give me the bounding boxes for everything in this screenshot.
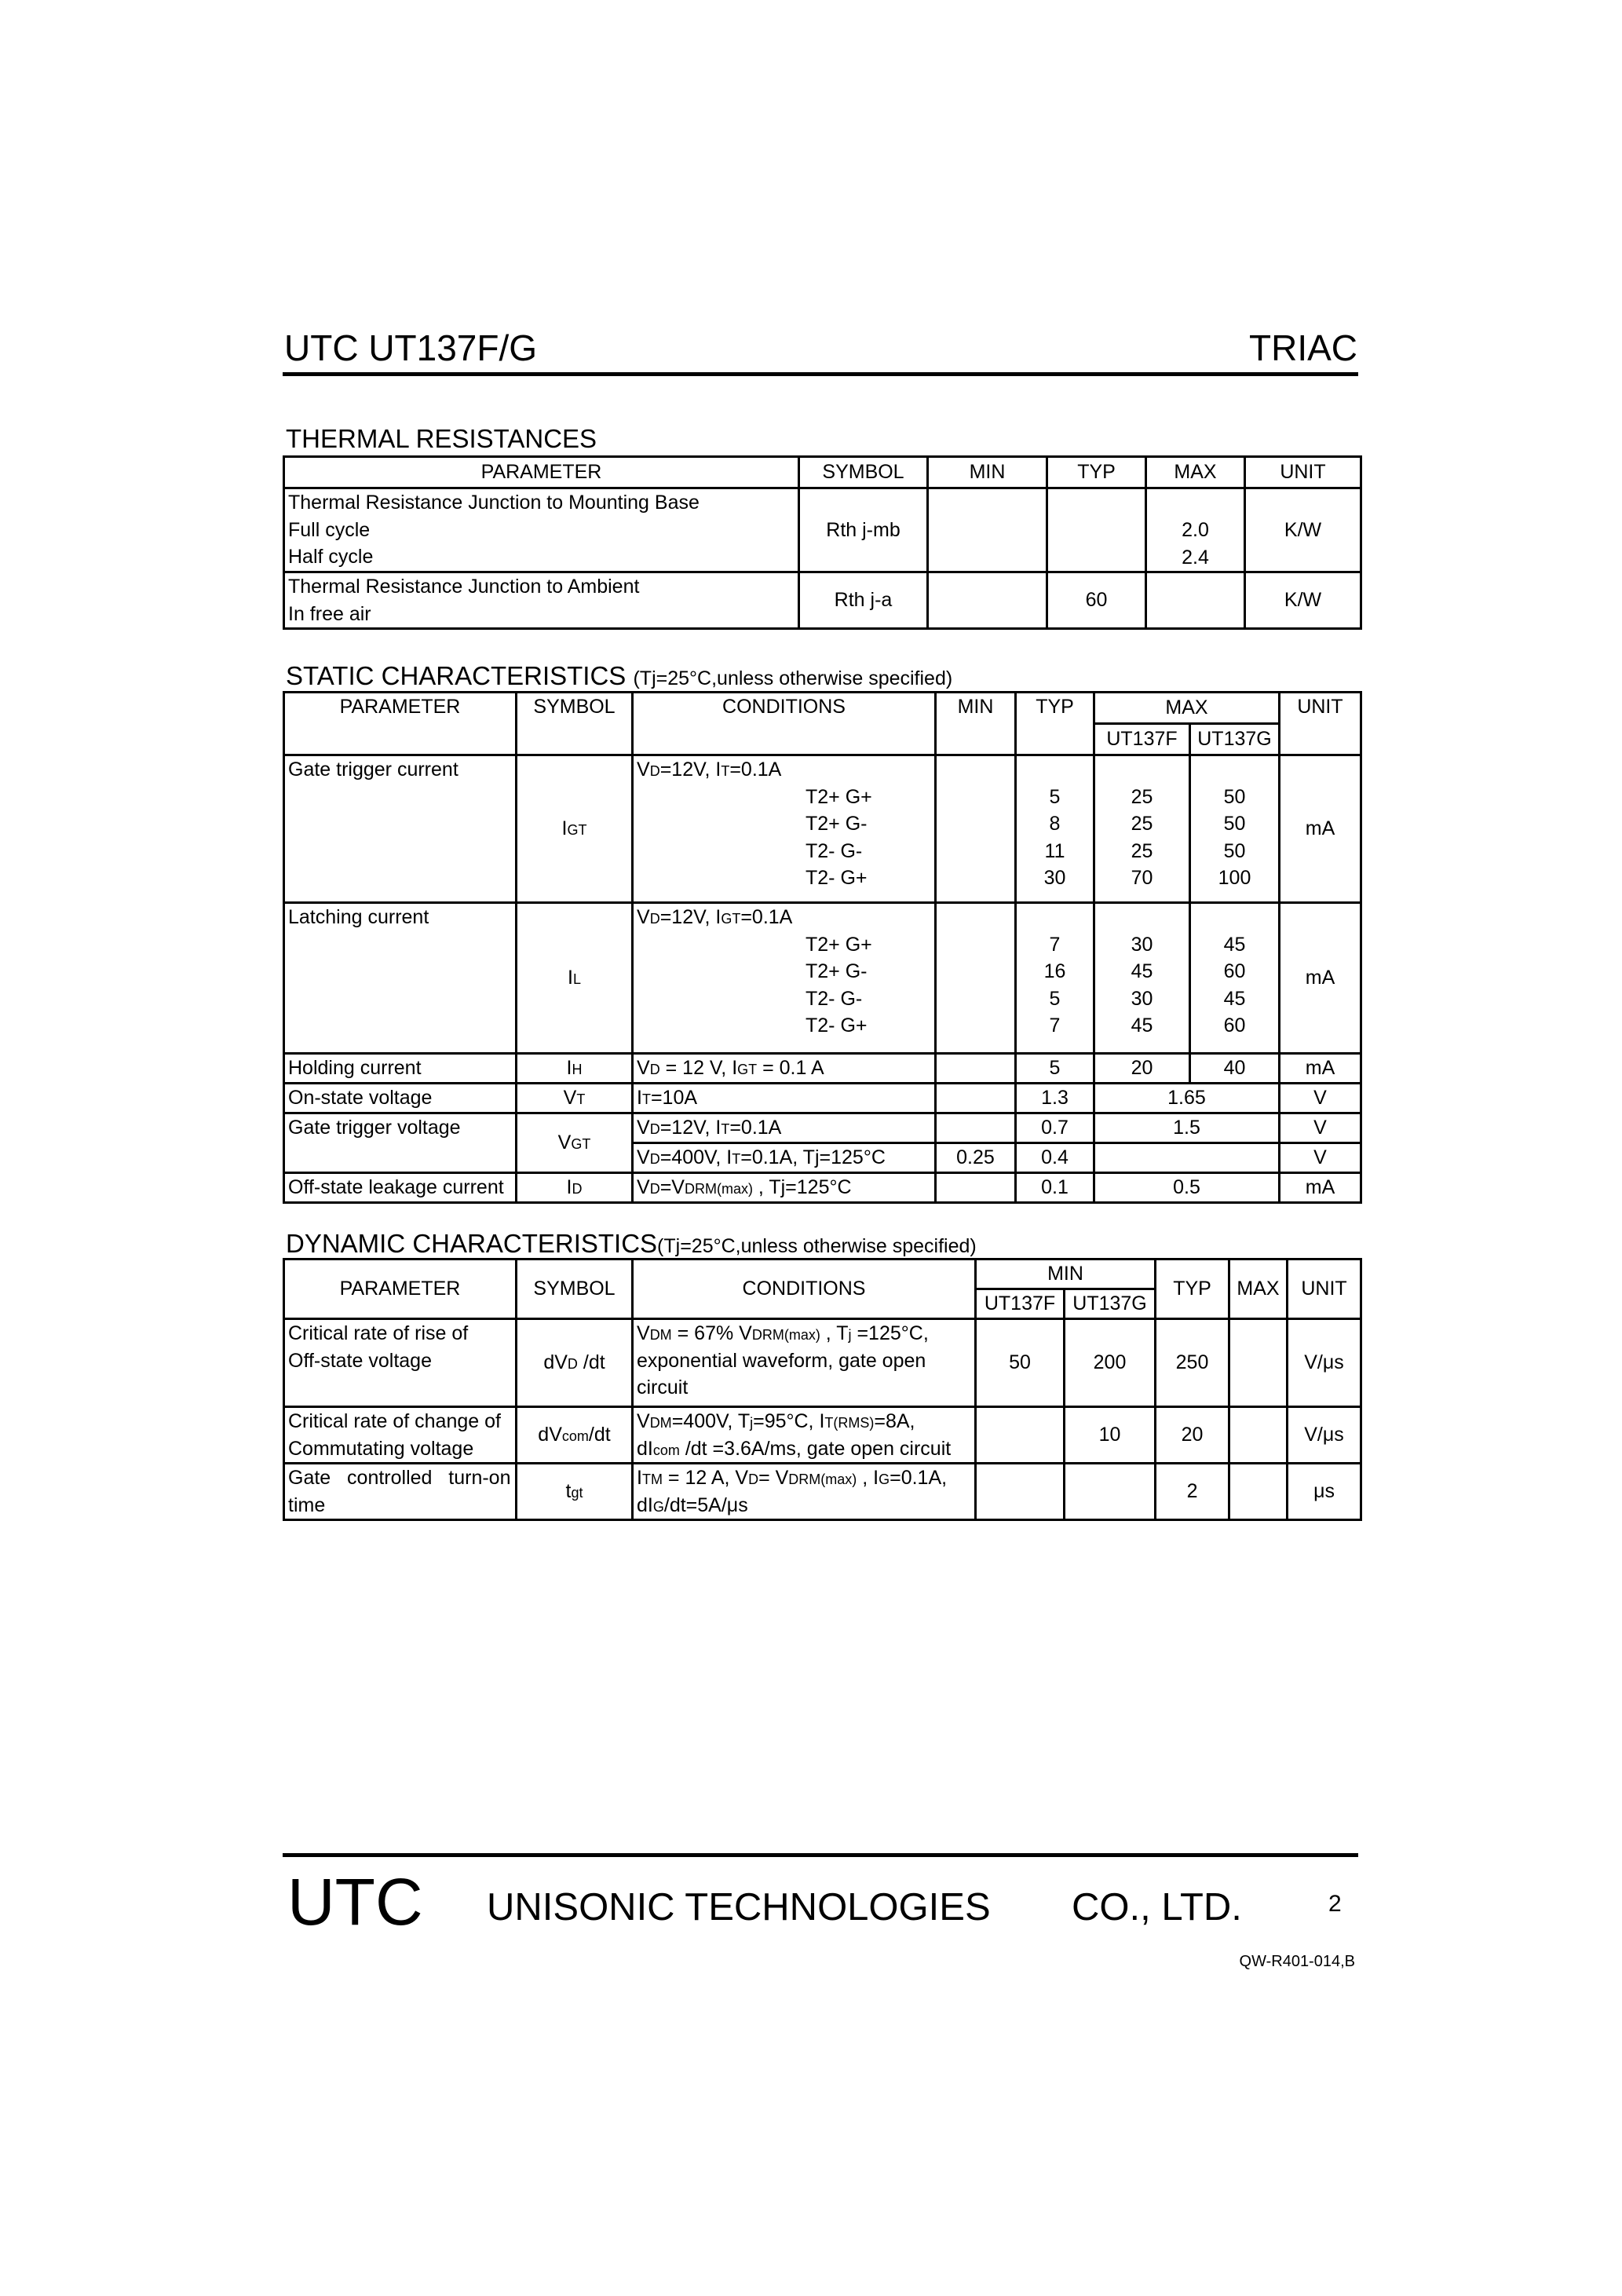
symbol-subscript: GT	[567, 822, 587, 839]
symbol-subscript: GT	[571, 1136, 591, 1153]
page-number: 2	[1328, 1891, 1342, 1917]
max-value: 50	[1223, 785, 1246, 808]
typ-value: 16	[1043, 960, 1066, 982]
table-row	[284, 488, 1361, 572]
col-header-symbol: SYMBOL	[517, 693, 633, 755]
quadrant-label: T2+ G-	[806, 960, 868, 982]
thermal-table	[283, 455, 1362, 630]
typ-value: 7	[1049, 1015, 1061, 1036]
cond-subscript: j	[750, 1415, 754, 1431]
cond-part: =125°C,	[851, 1322, 929, 1344]
param-cell	[284, 1407, 517, 1464]
min-cell	[936, 903, 1016, 1054]
max-ut137f-cell	[1094, 755, 1190, 903]
symbol-cell	[517, 1464, 633, 1520]
static-table	[283, 691, 1362, 1204]
symbol-main: dV	[538, 1424, 562, 1446]
col-header-min: MIN	[976, 1260, 1156, 1289]
col-header-unit: UNIT	[1288, 1260, 1361, 1319]
document-device-type: TRIAC	[1249, 327, 1357, 368]
param-line: Full cycle	[288, 518, 371, 541]
symbol-subscript: H	[572, 1062, 583, 1078]
cond-subscript: D	[649, 763, 660, 779]
typ-value: 7	[1049, 933, 1061, 956]
typ-cell: 0.1	[1016, 1173, 1094, 1203]
col-header-max-ut137g: UT137G	[1190, 724, 1280, 755]
conditions-cell	[633, 903, 936, 1054]
symbol-main: V	[563, 1087, 577, 1110]
cond-part: =V	[659, 1176, 685, 1199]
cond-part: V	[637, 1322, 650, 1344]
symbol-cell: Rth j-a	[799, 572, 928, 629]
table-row	[284, 1084, 1361, 1113]
symbol-main: I	[566, 1176, 572, 1199]
cond-part: =0.1A	[729, 1117, 782, 1139]
param-line: Commutating voltage	[288, 1437, 474, 1460]
table-row	[284, 1054, 1361, 1084]
symbol-main: I	[561, 817, 568, 840]
param-cell: Holding current	[284, 1054, 517, 1084]
min-ut137g-cell	[1065, 1464, 1156, 1520]
quadrant-label: T2- G+	[806, 1015, 868, 1036]
quadrant-label: T2- G+	[806, 867, 868, 889]
max-value: 2.4	[1182, 546, 1209, 569]
col-header-typ: TYP	[1016, 693, 1094, 755]
conditions-cell	[633, 1173, 936, 1203]
cond-subscript: DRM(max)	[751, 1327, 820, 1343]
cond-subscript: GT	[721, 911, 741, 927]
typ-value: 5	[1049, 987, 1061, 1010]
param-cell: Gate trigger current	[284, 755, 517, 903]
typ-cell	[1047, 488, 1146, 572]
cond-part: =12V, I	[659, 759, 721, 781]
conditions-cell	[633, 1054, 936, 1084]
min-cell	[936, 1113, 1016, 1143]
unit-cell: mA	[1280, 755, 1361, 903]
footer-company-name: UNISONIC TECHNOLOGIES	[487, 1886, 991, 1929]
col-header-min: MIN	[928, 457, 1047, 488]
dynamic-title-note: (Tj=25°C,unless otherwise specified)	[657, 1235, 977, 1257]
symbol-subscript: T	[576, 1091, 586, 1108]
cond-subscript: DRM(max)	[684, 1181, 753, 1197]
symbol-tail: /dt	[577, 1351, 605, 1374]
cond-subscript: D	[649, 1121, 660, 1138]
typ-cell	[1016, 903, 1094, 1054]
param-cell: On-state voltage	[284, 1084, 517, 1113]
cond-part: = 67% V	[671, 1322, 752, 1344]
symbol-cell: Rth j-mb	[799, 488, 928, 572]
cond-subscript: DRM(max)	[788, 1472, 857, 1487]
table-header-row	[284, 693, 1361, 724]
cond-part: =95°C, I	[753, 1410, 825, 1432]
cond-part: =12V, I	[659, 1117, 721, 1139]
table-row	[284, 572, 1361, 629]
unit-cell: V	[1280, 1113, 1361, 1143]
condition-head	[637, 904, 931, 931]
typ-cell: 20	[1156, 1407, 1229, 1464]
param-cell	[284, 1319, 517, 1407]
cond-subscript: G	[652, 1498, 664, 1515]
typ-value: 11	[1044, 839, 1065, 862]
param-cell	[284, 572, 799, 629]
max-value: 45	[1223, 987, 1246, 1010]
cond-subscript: TM	[641, 1472, 663, 1487]
conditions-cell	[633, 1464, 976, 1520]
symbol-subscript: D	[567, 1356, 578, 1373]
conditions-cell	[633, 1084, 936, 1113]
static-title-note: (Tj=25°C,unless otherwise specified)	[633, 667, 953, 689]
cond-part: =12V, I	[659, 906, 721, 928]
symbol-cell	[517, 1084, 633, 1113]
max-cell	[1229, 1319, 1288, 1407]
cond-subscript: D	[649, 1062, 660, 1078]
col-header-parameter: PARAMETER	[284, 693, 517, 755]
symbol-main: I	[568, 967, 573, 989]
col-header-min-ut137f: UT137F	[976, 1289, 1065, 1319]
conditions-cell	[633, 755, 936, 903]
max-value: 2.0	[1182, 519, 1209, 541]
cond-subscript: D	[649, 1181, 660, 1197]
typ-value: 5	[1049, 785, 1061, 808]
cond-part: , T	[820, 1322, 849, 1344]
cond-subscript: D	[649, 911, 660, 927]
col-header-conditions: CONDITIONS	[633, 1260, 976, 1319]
symbol-subscript: D	[572, 1181, 583, 1197]
col-header-unit: UNIT	[1245, 457, 1361, 488]
min-cell	[936, 1173, 1016, 1203]
document-part-title: UTC UT137F/G	[284, 327, 538, 368]
symbol-cell	[517, 1173, 633, 1203]
cond-part: V	[637, 906, 650, 928]
unit-cell: K/W	[1245, 488, 1361, 572]
cond-part: =0.1A,	[890, 1467, 948, 1489]
quadrant-label: T2+ G+	[806, 933, 872, 956]
cond-part: =400V, T	[671, 1410, 751, 1432]
condition-line: exponential waveform, gate open	[637, 1349, 926, 1372]
col-header-min-ut137g: UT137G	[1065, 1289, 1156, 1319]
unit-cell: V	[1280, 1084, 1361, 1113]
cond-part: I	[637, 1087, 642, 1110]
conditions-cell	[633, 1407, 976, 1464]
cond-subscript: j	[848, 1327, 852, 1343]
dynamic-title-text: DYNAMIC CHARACTERISTICS	[286, 1229, 658, 1258]
header-rule	[283, 372, 1358, 376]
max-cell	[1146, 488, 1245, 572]
param-line: Half cycle	[288, 546, 374, 569]
dynamic-table	[283, 1258, 1362, 1521]
cond-part: =400V, I	[659, 1146, 732, 1169]
table-row	[284, 903, 1361, 1054]
symbol-subscript: com	[561, 1428, 589, 1445]
min-ut137g-cell: 10	[1065, 1407, 1156, 1464]
max-cell	[1229, 1407, 1288, 1464]
min-cell	[928, 572, 1047, 629]
max-value: 45	[1223, 933, 1246, 956]
cond-part: /dt=5A/μs	[663, 1493, 748, 1516]
cond-subscript: D	[649, 1151, 660, 1168]
typ-cell: 1.3	[1016, 1084, 1094, 1113]
cond-part: = 0.1 A	[757, 1057, 824, 1080]
cond-part: V	[637, 759, 650, 781]
cond-part: /dt =3.6A/ms, gate open circuit	[679, 1437, 952, 1460]
min-ut137f-cell	[976, 1464, 1065, 1520]
cond-subscript: T	[721, 763, 730, 779]
symbol-tail: /dt	[588, 1424, 611, 1446]
cond-part: = V	[758, 1467, 789, 1489]
col-header-min: MIN	[936, 693, 1016, 755]
cond-subscript: T	[641, 1091, 651, 1108]
col-header-symbol: SYMBOL	[799, 457, 928, 488]
param-line: Off-state voltage	[288, 1349, 432, 1372]
conditions-cell	[633, 1143, 936, 1173]
cond-part: I	[637, 1467, 642, 1489]
max-value: 60	[1223, 960, 1246, 982]
symbol-main: t	[565, 1480, 572, 1503]
unit-cell: mA	[1280, 1054, 1361, 1084]
param-cell: Gate trigger voltage	[284, 1113, 517, 1173]
cond-part: dI	[637, 1493, 653, 1516]
unit-cell: V/μs	[1288, 1407, 1361, 1464]
table-row	[284, 1173, 1361, 1203]
max-value: 50	[1223, 839, 1246, 862]
footer-rule	[283, 1853, 1358, 1857]
param-line: Critical rate of rise of	[288, 1322, 469, 1344]
typ-cell: 2	[1156, 1464, 1229, 1520]
min-ut137f-cell	[976, 1407, 1065, 1464]
typ-cell: 0.7	[1016, 1113, 1094, 1143]
condition-line	[637, 1435, 971, 1463]
col-header-typ: TYP	[1047, 457, 1146, 488]
unit-cell: μs	[1288, 1464, 1361, 1520]
unit-cell: mA	[1280, 1173, 1361, 1203]
footer-logo: UTC	[287, 1865, 423, 1939]
unit-cell: mA	[1280, 903, 1361, 1054]
max-value: 50	[1223, 813, 1246, 835]
max-value: 60	[1223, 1015, 1246, 1036]
col-header-parameter: PARAMETER	[284, 1260, 517, 1319]
param-cell	[284, 1464, 517, 1520]
param-cell: Latching current	[284, 903, 517, 1054]
cond-subscript: G	[879, 1472, 890, 1487]
document-number: QW-R401-014,B	[1239, 1953, 1355, 1970]
unit-cell: V/μs	[1288, 1319, 1361, 1407]
param-line: time	[288, 1493, 326, 1516]
conditions-cell	[633, 1113, 936, 1143]
col-header-conditions: CONDITIONS	[633, 693, 936, 755]
typ-value: 30	[1043, 867, 1066, 889]
cond-part: , I	[857, 1467, 879, 1489]
typ-cell	[1016, 755, 1094, 903]
param-line: Critical rate of change of	[288, 1410, 501, 1432]
table-header-row	[284, 457, 1361, 488]
col-header-unit: UNIT	[1280, 693, 1361, 755]
max-cell: 1.65	[1094, 1084, 1280, 1113]
max-cell	[1094, 1143, 1280, 1173]
cond-subscript: DM	[649, 1415, 672, 1431]
cond-subscript: DM	[649, 1327, 672, 1343]
max-ut137g-cell	[1190, 903, 1280, 1054]
cond-subscript: com	[652, 1442, 680, 1458]
symbol-cell	[517, 1319, 633, 1407]
cond-part: =0.1A, Tj=125°C	[740, 1146, 886, 1169]
max-cell	[1146, 572, 1245, 629]
cond-subscript: D	[748, 1472, 759, 1487]
max-cell	[1229, 1464, 1288, 1520]
max-value: 30	[1131, 933, 1153, 956]
min-cell	[936, 755, 1016, 903]
min-cell	[928, 488, 1047, 572]
cond-part: V	[637, 1410, 650, 1432]
symbol-cell	[517, 903, 633, 1054]
dynamic-section-title	[286, 1230, 977, 1256]
condition-line	[637, 1464, 971, 1492]
footer-company-suffix: CO., LTD.	[1072, 1886, 1242, 1929]
cond-part: =10A	[650, 1087, 698, 1110]
unit-cell: K/W	[1245, 572, 1361, 629]
max-value: 45	[1131, 1015, 1153, 1036]
param-line: In free air	[288, 602, 371, 625]
symbol-cell	[517, 1113, 633, 1173]
symbol-main: I	[566, 1057, 572, 1080]
cond-part: dI	[637, 1437, 653, 1460]
static-section-title	[286, 663, 952, 689]
col-header-max: MAX	[1094, 693, 1280, 724]
max-value: 25	[1131, 813, 1153, 835]
max-value: 30	[1131, 987, 1153, 1010]
table-row	[284, 1407, 1361, 1464]
symbol-subscript: gt	[571, 1485, 583, 1501]
max-ut137g-cell	[1190, 755, 1280, 903]
unit-cell: V	[1280, 1143, 1361, 1173]
typ-cell: 0.4	[1016, 1143, 1094, 1173]
min-ut137f-cell: 50	[976, 1319, 1065, 1407]
quadrant-label: T2- G-	[806, 839, 863, 862]
static-title-text: STATIC CHARACTERISTICS	[286, 661, 627, 690]
cond-part: =0.1A	[740, 906, 793, 928]
cond-part: = 12 A, V	[662, 1467, 749, 1489]
param-cell: Off-state leakage current	[284, 1173, 517, 1203]
thermal-section-title: THERMAL RESISTANCES	[286, 424, 597, 453]
max-ut137f-cell: 20	[1094, 1054, 1190, 1084]
typ-cell: 250	[1156, 1319, 1229, 1407]
condition-line	[637, 1408, 971, 1435]
typ-value: 8	[1049, 813, 1061, 835]
quadrant-label: T2+ G+	[806, 785, 872, 808]
cond-part: V	[637, 1057, 650, 1080]
min-cell	[936, 1084, 1016, 1113]
table-row	[284, 1113, 1361, 1143]
min-ut137g-cell: 200	[1065, 1319, 1156, 1407]
param-line: Thermal Resistance Junction to Mounting Base	[288, 492, 700, 514]
condition-line	[637, 1492, 971, 1519]
cond-subscript: GT	[737, 1062, 758, 1078]
cond-part: =8A,	[874, 1410, 915, 1432]
col-header-parameter: PARAMETER	[284, 457, 799, 488]
conditions-cell	[633, 1319, 976, 1407]
col-header-max: MAX	[1146, 457, 1245, 488]
cond-part: V	[637, 1176, 650, 1199]
min-cell	[936, 1054, 1016, 1084]
max-value: 45	[1131, 960, 1153, 982]
cond-subscript: T	[721, 1121, 730, 1138]
param-line: Gate controlled turn-on	[288, 1467, 511, 1489]
symbol-cell	[517, 1054, 633, 1084]
symbol-main: V	[557, 1132, 572, 1154]
max-value: 70	[1131, 867, 1153, 889]
col-header-max-ut137f: UT137F	[1094, 724, 1190, 755]
max-cell: 0.5	[1094, 1173, 1280, 1203]
max-ut137g-cell: 40	[1190, 1054, 1280, 1084]
min-cell: 0.25	[936, 1143, 1016, 1173]
cond-part: V	[637, 1117, 650, 1139]
max-value: 25	[1131, 839, 1153, 862]
max-value: 25	[1131, 785, 1153, 808]
max-ut137f-cell	[1094, 903, 1190, 1054]
max-cell: 1.5	[1094, 1113, 1280, 1143]
cond-part: , Tj=125°C	[752, 1176, 852, 1199]
symbol-cell	[517, 1407, 633, 1464]
table-row	[284, 1464, 1361, 1520]
col-header-typ: TYP	[1156, 1260, 1229, 1319]
col-header-symbol: SYMBOL	[517, 1260, 633, 1319]
cond-part: = 12 V, I	[659, 1057, 738, 1080]
quadrant-label: T2+ G-	[806, 813, 868, 835]
typ-cell: 60	[1047, 572, 1146, 629]
symbol-cell	[517, 755, 633, 903]
param-line: Thermal Resistance Junction to Ambient	[288, 576, 640, 598]
table-header-row	[284, 1260, 1361, 1289]
cond-subscript: T(RMS)	[824, 1415, 875, 1431]
cond-subscript: T	[732, 1151, 741, 1168]
table-row	[284, 755, 1361, 903]
condition-line	[637, 1320, 971, 1347]
max-value: 100	[1218, 867, 1251, 889]
symbol-main: dV	[543, 1351, 568, 1374]
col-header-max: MAX	[1229, 1260, 1288, 1319]
param-cell	[284, 488, 799, 572]
table-row	[284, 1319, 1361, 1407]
cond-part: =0.1A	[729, 759, 782, 781]
condition-line: circuit	[637, 1377, 689, 1398]
quadrant-label: T2- G-	[806, 987, 863, 1010]
typ-cell: 5	[1016, 1054, 1094, 1084]
cond-part: V	[637, 1146, 650, 1169]
condition-head	[637, 756, 931, 784]
symbol-subscript: L	[572, 971, 581, 988]
